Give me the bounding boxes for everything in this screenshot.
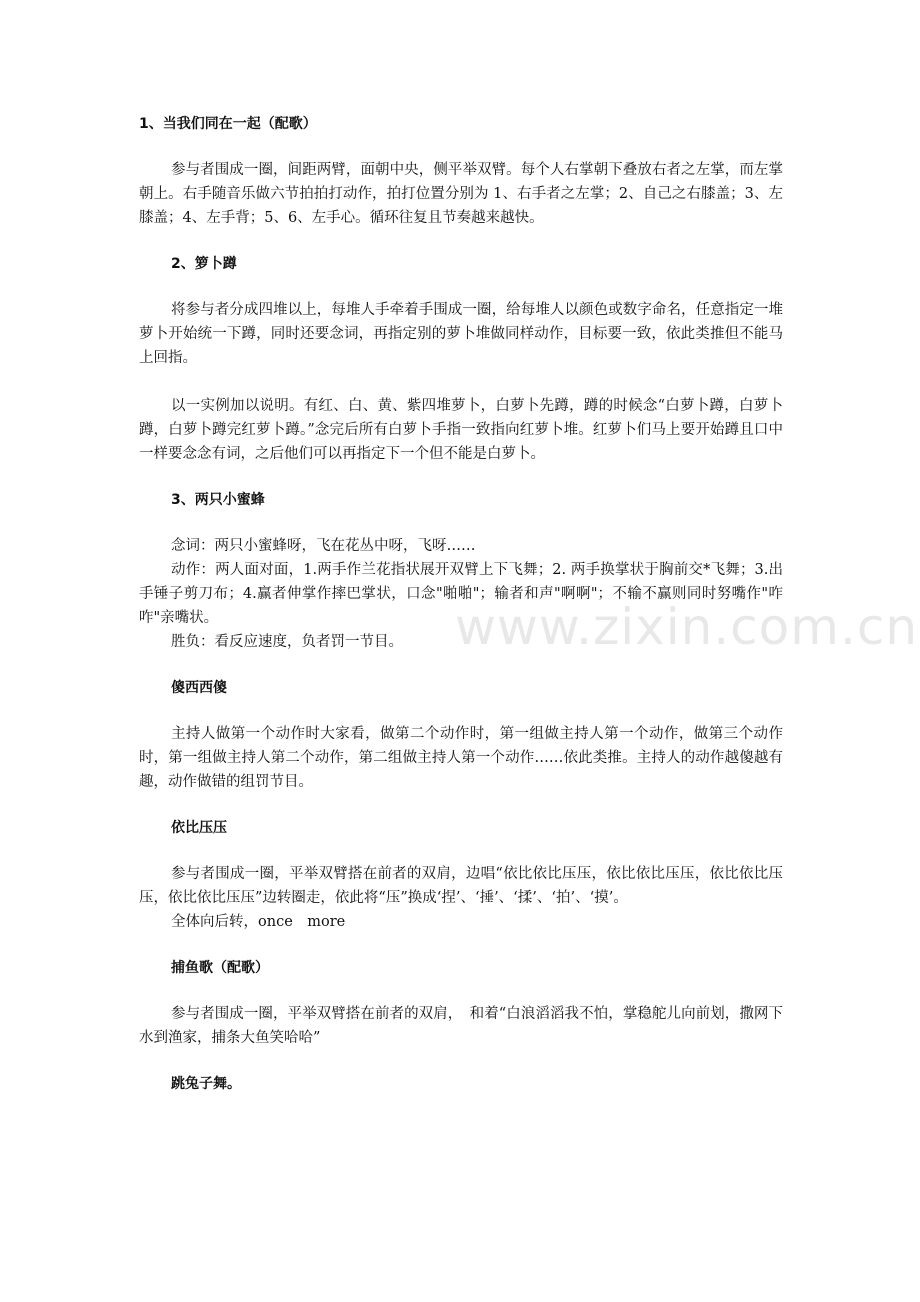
paragraph: 参与者围成一圈，平举双臂搭在前者的双肩，边唱“依比依比压压，依比依比压压，依比依比压压，依比依比压压”边转圈走，依此将“压”换成‘捏’、‘捶’、‘揉’、‘拍’、‘摸’。 (139, 866, 783, 906)
section-title: 傻西西傻 (171, 680, 227, 696)
section-5 (139, 818, 783, 934)
section-title: 2、箩卜蹲 (171, 256, 237, 272)
section-title: 3、两只小蜜蜂 (171, 492, 265, 508)
watermark: www.zixin.com.cn (455, 598, 919, 656)
section-6 (139, 958, 783, 1050)
section-7 (139, 1074, 783, 1094)
paragraph: 主持人做第一个动作时大家看，做第二个动作时，第一组做主持人第一个动作，做第三个动作时，第一组做主持人第二个动作，第二组做主持人第一个动作……依此类推。主持人的动作越傻越有趣，动作做错的组罚节目。 (139, 726, 783, 790)
section-3 (139, 490, 783, 654)
section-title: 捕鱼歌（配歌） (171, 960, 269, 976)
document-body (139, 110, 783, 1094)
paragraph: 以一实例加以说明。有红、白、黄、紫四堆萝卜，白萝卜先蹲，蹲的时候念“白萝卜蹲，白萝卜蹲，白萝卜蹲完红萝卜蹲。”念完后所有白萝卜手指一致指向红萝卜堆。红萝卜们马上要开始蹲且口中一样要念念有词，之后他们可以再指定下一个但不能是白萝卜。 (139, 398, 783, 462)
section-title: 跳兔子舞。 (171, 1076, 241, 1092)
action-line: 动作：两人面对面，1.两手作兰花指状展开双臂上下飞舞；2. 两手换掌状于胸前交*飞舞；3.出手锤子剪刀布；4.赢者伸掌作摔巴掌状，口念"啪啪"；输者和声"啊啊"；不输不赢则同时努嘴作"咋咋"亲嘴状。 (139, 562, 783, 626)
section-title: 依比压压 (171, 820, 227, 836)
result-line: 胜负：看反应速度，负者罚一节目。 (171, 634, 403, 650)
paragraph: 将参与者分成四堆以上，每堆人手牵着手围成一圈，给每堆人以颜色或数字命名，任意指定一堆萝卜开始统一下蹲，同时还要念词，再指定别的萝卜堆做同样动作，目标要一致，依此类推但不能马上回指。 (139, 302, 783, 366)
section-title: 1、当我们同在一起（配歌） (139, 116, 317, 132)
chant-line: 念词：两只小蜜蜂呀，飞在花丛中呀，飞呀…… (171, 538, 476, 554)
paragraph: 参与者围成一圈，平举双臂搭在前者的双肩， 和着“白浪滔滔我不怕，掌稳舵儿向前划，撒网下水到渔家，捕条大鱼笑哈哈” (139, 1006, 783, 1046)
section-4 (139, 678, 783, 794)
section-2 (139, 254, 783, 466)
paragraph: 参与者围成一圈，间距两臂，面朝中央，侧平举双臂。每个人右掌朝下叠放右者之左掌，而左掌朝上。右手随音乐做六节拍拍打动作，拍打位置分别为 1、右手者之左掌；2、自己之右膝盖；3、左膝盖；4、左手背；5、6、左手心。循环往复且节奏越来越快。 (139, 162, 783, 226)
section-1 (139, 114, 783, 230)
paragraph: 全体向后转，once more (171, 914, 346, 930)
